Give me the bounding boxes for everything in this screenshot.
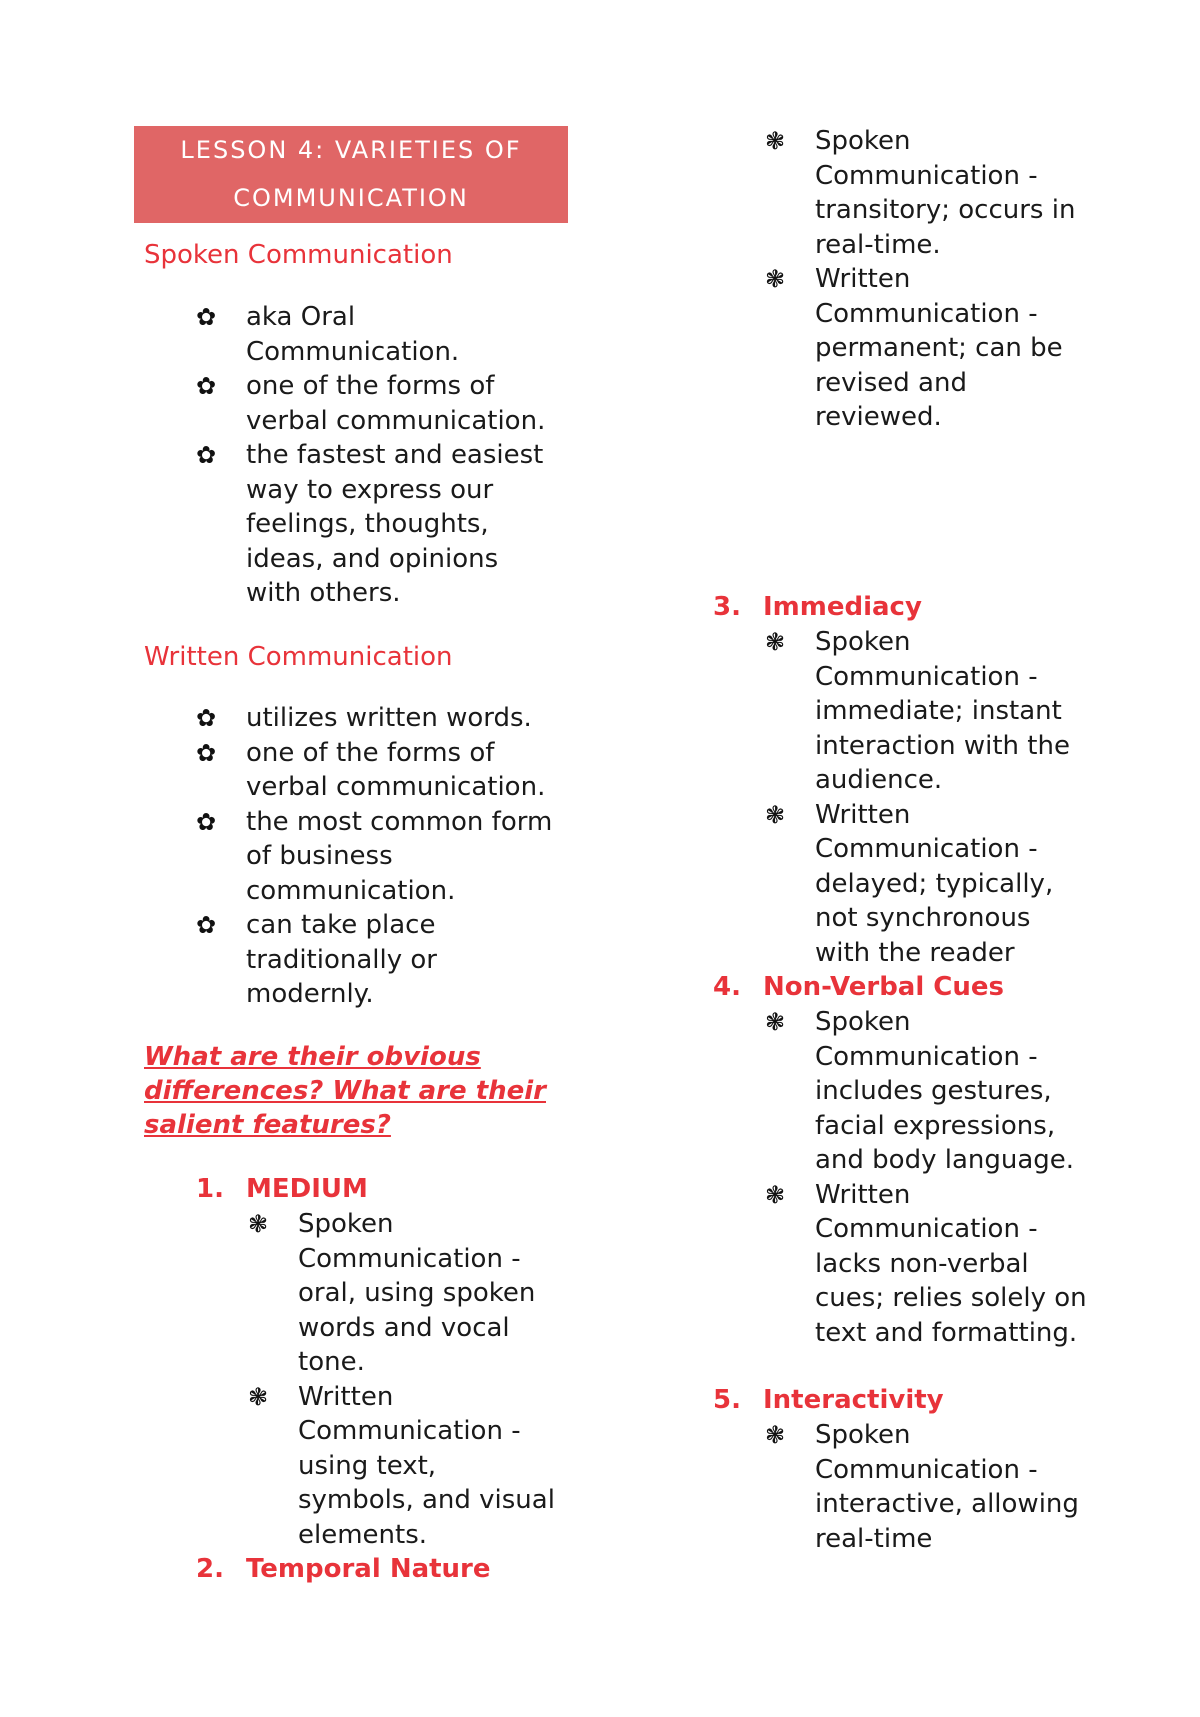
asterisk-flower-icon: ❃ (765, 628, 786, 656)
flower-bullet-icon: ✿ (196, 303, 217, 331)
asterisk-flower-icon: ❃ (248, 1382, 269, 1411)
flower-bullet-icon: ✿ (196, 372, 217, 400)
list-item: ❃ Spoken Communication - includes gestures, facial expressions, and body language. (765, 1007, 1075, 1175)
list-item: ✿ aka Oral Communication. (196, 302, 460, 367)
list-item: ❃ Written Communication - lacks non-verbal cues; relies solely on text and formatting. (765, 1179, 1087, 1348)
asterisk-flower-icon: ❃ (765, 1180, 786, 1209)
spoken-list (196, 300, 556, 611)
asterisk-flower-icon: ❃ (765, 800, 786, 829)
list-item: ✿ utilizes written words. (246, 701, 556, 736)
asterisk-flower-icon: ❃ (765, 1421, 786, 1449)
list-item: ✿ can take place traditionally or modernly. (196, 910, 437, 1009)
flower-bullet-icon: ✿ (196, 807, 217, 836)
list-item: ❃ Written Communication - using text, symbols, and visual elements. (248, 1381, 555, 1550)
asterisk-flower-icon: ❃ (765, 265, 786, 293)
feature-heading-nonverbal: 4. Non-Verbal Cues (713, 972, 1005, 1002)
lesson-title-banner (134, 126, 568, 223)
list-item: ❃ Spoken Communication - interactive, allowing real-time (765, 1420, 1079, 1554)
flower-bullet-icon: ✿ (196, 738, 217, 767)
asterisk-flower-icon: ❃ (765, 127, 786, 155)
written-list (196, 701, 556, 1012)
feature-heading-interactivity: 5. Interactivity (713, 1385, 944, 1415)
list-item: ❃ Written Communication - permanent; can be revised and reviewed. (765, 264, 1063, 432)
list-item: ❃ Spoken Communication - immediate; instant interaction with the audience. (765, 627, 1070, 795)
medium-list (248, 1207, 560, 1552)
immediacy-list (765, 625, 1090, 970)
spoken-heading: Spoken Communication (144, 240, 453, 270)
asterisk-flower-icon: ❃ (765, 1008, 786, 1036)
asterisk-flower-icon: ❃ (248, 1210, 269, 1238)
list-item: ✿ the fastest and easiest way to express our feelings, thoughts, ideas, and opinions with others. (196, 440, 544, 608)
temporal-list (765, 124, 1090, 435)
feature-heading-medium: 1. MEDIUM (196, 1174, 368, 1204)
flower-bullet-icon: ✿ (196, 704, 217, 732)
nonverbal-list (765, 1005, 1090, 1350)
list-item: ❃ Spoken Communication - oral, using spoken words and vocal tone. (248, 1209, 536, 1377)
list-item: ✿ one of the forms of verbal communication. (196, 737, 546, 802)
flower-bullet-icon: ✿ (196, 441, 217, 469)
question-heading: What are their obvious differences? What are their salient features? (144, 1042, 546, 1140)
lesson-title-line-2: COMMUNICATION (233, 184, 469, 212)
list-item: ✿ the most common form of business communication. (196, 806, 553, 906)
list-item: ❃ Written Communication - delayed; typically, not synchronous with the reader (765, 799, 1054, 968)
interactivity-list (765, 1418, 1090, 1556)
feature-heading-temporal: 2. Temporal Nature (196, 1554, 491, 1584)
lesson-title-line-1: LESSON 4: VARIETIES OF (180, 136, 522, 164)
flower-bullet-icon: ✿ (196, 911, 217, 939)
list-item: ✿ one of the forms of verbal communication. (196, 371, 546, 436)
feature-heading-immediacy: 3. Immediacy (713, 592, 922, 622)
written-heading: Written Communication (144, 642, 453, 672)
list-item: ❃ Spoken Communication - transitory; occurs in real-time. (765, 126, 1076, 260)
